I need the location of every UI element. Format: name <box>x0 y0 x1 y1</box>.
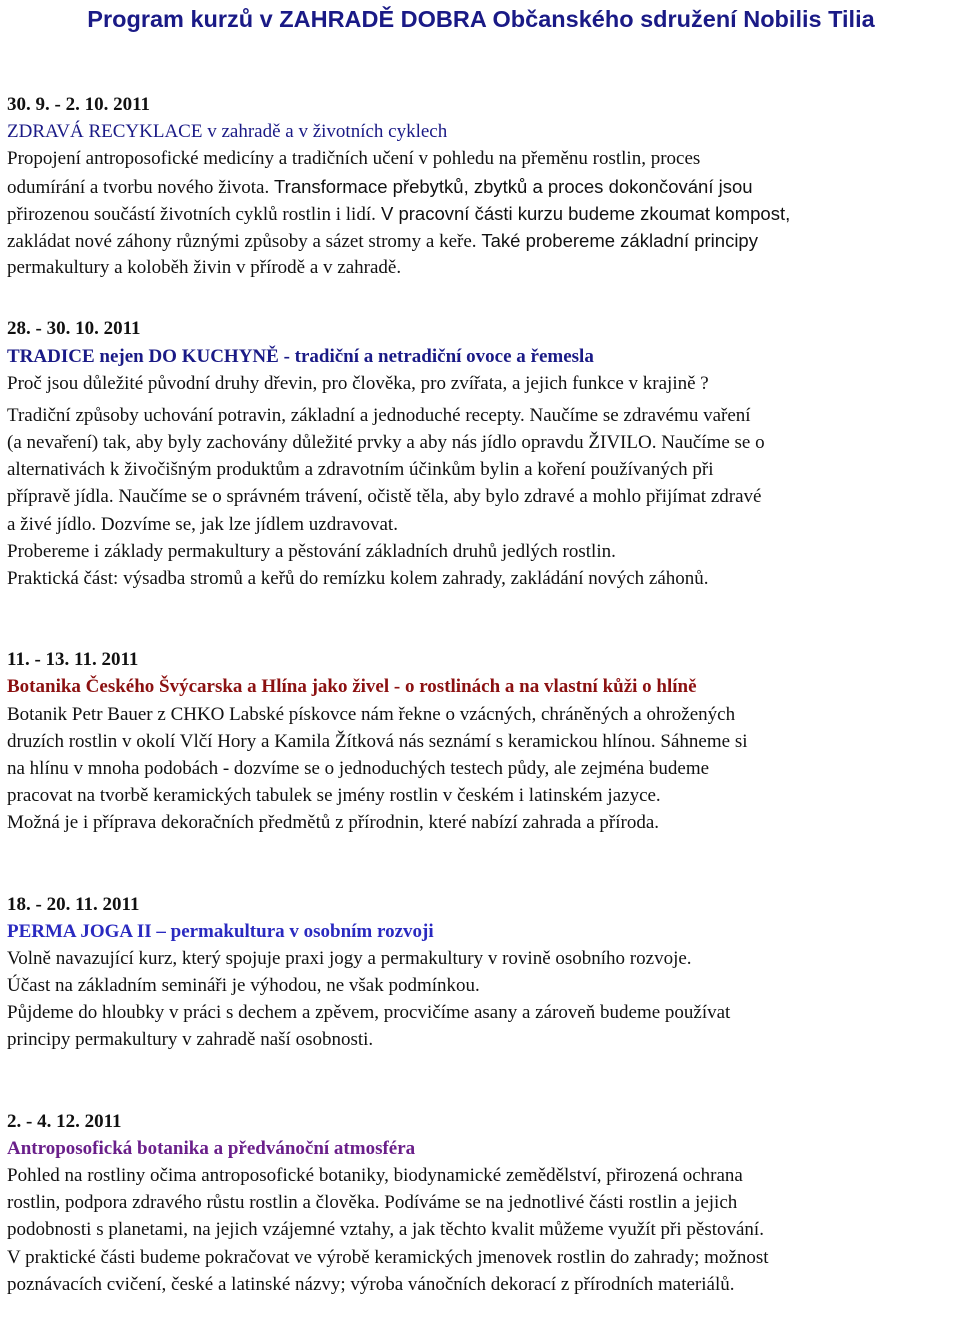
course-text-line: principy permakultury v zahradě naší osobnosti. <box>7 1029 374 1051</box>
course-text-line: Volně navazující kurz, který spojuje praxi jogy a permakultury v rovině osobního rozvoje. <box>7 947 692 969</box>
course-heading: PERMA JOGA II – permakultura v osobním rozvoji <box>7 920 434 942</box>
course-text-line <box>7 227 955 254</box>
course-date: 18. - 20. 11. 2011 <box>7 893 140 915</box>
course-1 <box>7 91 955 281</box>
course-heading: Botanika Českého Švýcarska a Hlína jako živel - o rostlinách a na vlastní kůži o hlíně <box>7 676 697 698</box>
course-text-line: Probereme i základy permakultury a pěstování základních druhů jedlých rostlin. <box>7 540 616 562</box>
spacer <box>7 592 955 646</box>
course-text-line: Možná je i příprava dekoračních předmětů z přírodnin, které nabízí zahrada a příroda. <box>7 812 660 834</box>
course-text-line: druzích rostlin v okolí Vlčí Hory a Kamila Žítková nás seznámí s keramickou hlínou. Sáhneme si <box>7 730 748 752</box>
course-text-line: Půjdeme do hloubky v práci s dechem a zpěvem, procvičíme asany a zároveň budeme používat <box>7 1002 731 1024</box>
course-3 <box>7 646 955 836</box>
course-text-line: pracovat na tvorbě keramických tabulek se jmény rostlin v českém i latinském jazyce. <box>7 785 661 807</box>
course-text-line: Tradiční způsoby uchování potravin, základní a jednoduché recepty. Naučíme se zdravému vaření <box>7 404 751 426</box>
course-heading <box>7 118 955 145</box>
course-text-line: rostlin, podpora zdravého růstu rostlin a člověka. Podíváme se na jednotlivé části rostlin a jejich <box>7 1192 738 1214</box>
course-text-line <box>7 145 955 172</box>
course-text-line: alternativách k živočišným produktům a zdravotním účinkům bylin a koření používaných při <box>7 459 714 481</box>
course-text-line: V praktické části budeme pokračovat ve výrobě keramických jmenovek rostlin do zahrady; možnost <box>7 1246 769 1268</box>
course-text-line: (a nevaření) tak, aby byly zachovány důležité prvky a aby nás jídlo opravdu ŽIVILO. Naučíme se o <box>7 432 765 454</box>
course-date: 11. - 13. 11. 2011 <box>7 649 139 671</box>
course-text-line: Botanik Petr Bauer z CHKO Labské pískovce nám řekne o vzácných, chráněných a ohrožených <box>7 703 736 725</box>
course-date: 2. - 4. 12. 2011 <box>7 1110 122 1132</box>
course-date: 30. 9. - 2. 10. 2011 <box>7 94 151 115</box>
course-text-line <box>7 173 955 200</box>
spacer <box>7 1054 955 1108</box>
text-part: zakládat nové záhony různými způsoby a sázet stromy a keře. <box>7 230 477 252</box>
course-heading: TRADICE nejen DO KUCHYNĚ - tradiční a netradiční ovoce a řemesla <box>7 345 594 367</box>
course-heading: Antroposofická botanika a předvánoční atmosféra <box>7 1137 416 1159</box>
text-part-sans: V pracovní části kurzu budeme zkoumat kompost, <box>375 202 791 224</box>
spacer <box>7 40 955 91</box>
text-part-sans: Také probereme základní principy <box>476 229 758 251</box>
course-text-line: Proč jsou důležité původní druhy dřevin, pro člověka, pro zvířata, a jejich funkce v krajině ? <box>7 372 709 394</box>
course-text-line: Praktická část: výsadba stromů a keřů do remízku kolem zahrady, zakládání nových záhonů. <box>7 568 709 589</box>
course-heading-text: ZDRAVÁ RECYKLACE v zahradě a v životních cyklech <box>7 121 448 143</box>
document-page <box>7 0 955 1298</box>
course-text-line: podobnosti s planetami, na jejich vzájemné vztahy, a jak těchto kvalit můžeme využít při pěstování. <box>7 1219 764 1241</box>
course-text-line: přípravě jídla. Naučíme se o správném trávení, očistě těla, aby bylo zdravé a mohlo přijímat zdravé <box>7 486 762 508</box>
text-part: přirozenou součástí životních cyklů rostlin i lidí. <box>7 203 376 225</box>
course-text-line: a živé jídlo. Dozvíme se, jak lze jídlem uzdravovat. <box>7 513 398 535</box>
course-text-line: Účast na základním semináři je výhodou, ne však podmínkou. <box>7 975 480 997</box>
text-part: odumírání a tvorbu nového života. <box>7 176 270 198</box>
course-4 <box>7 891 955 1054</box>
spacer <box>7 281 955 315</box>
text-part: permakultury a koloběh živin v přírodě a v zahradě. <box>7 257 402 279</box>
course-text-line: Pohled na rostliny očima antroposofické botaniky, biodynamické zemědělství, přirozená ochrana <box>7 1165 743 1186</box>
spacer <box>7 837 955 891</box>
course-2 <box>7 315 955 592</box>
course-text-line <box>7 254 955 281</box>
course-text-line: na hlínu v mnoha podobách - dozvíme se o jednoduchých testech půdy, ale zejména budeme <box>7 757 710 779</box>
course-date: 28. - 30. 10. 2011 <box>7 318 141 340</box>
course-5 <box>7 1108 955 1298</box>
text-part: Propojení antroposofické medicíny a tradičních učení v pohledu na přeměnu rostlin, proces <box>7 148 701 170</box>
page-title: Program kurzů v ZAHRADĚ DOBRA Občanského sdružení Nobilis Tilia <box>87 6 875 32</box>
text-part-sans: Transformace přebytků, zbytků a proces dokončování jsou <box>269 175 753 197</box>
course-text-line: poznávacích cvičení, české a latinské názvy; výroba vánočních dekorací z přírodních materiálů. <box>7 1273 735 1295</box>
course-text-line <box>7 200 955 227</box>
